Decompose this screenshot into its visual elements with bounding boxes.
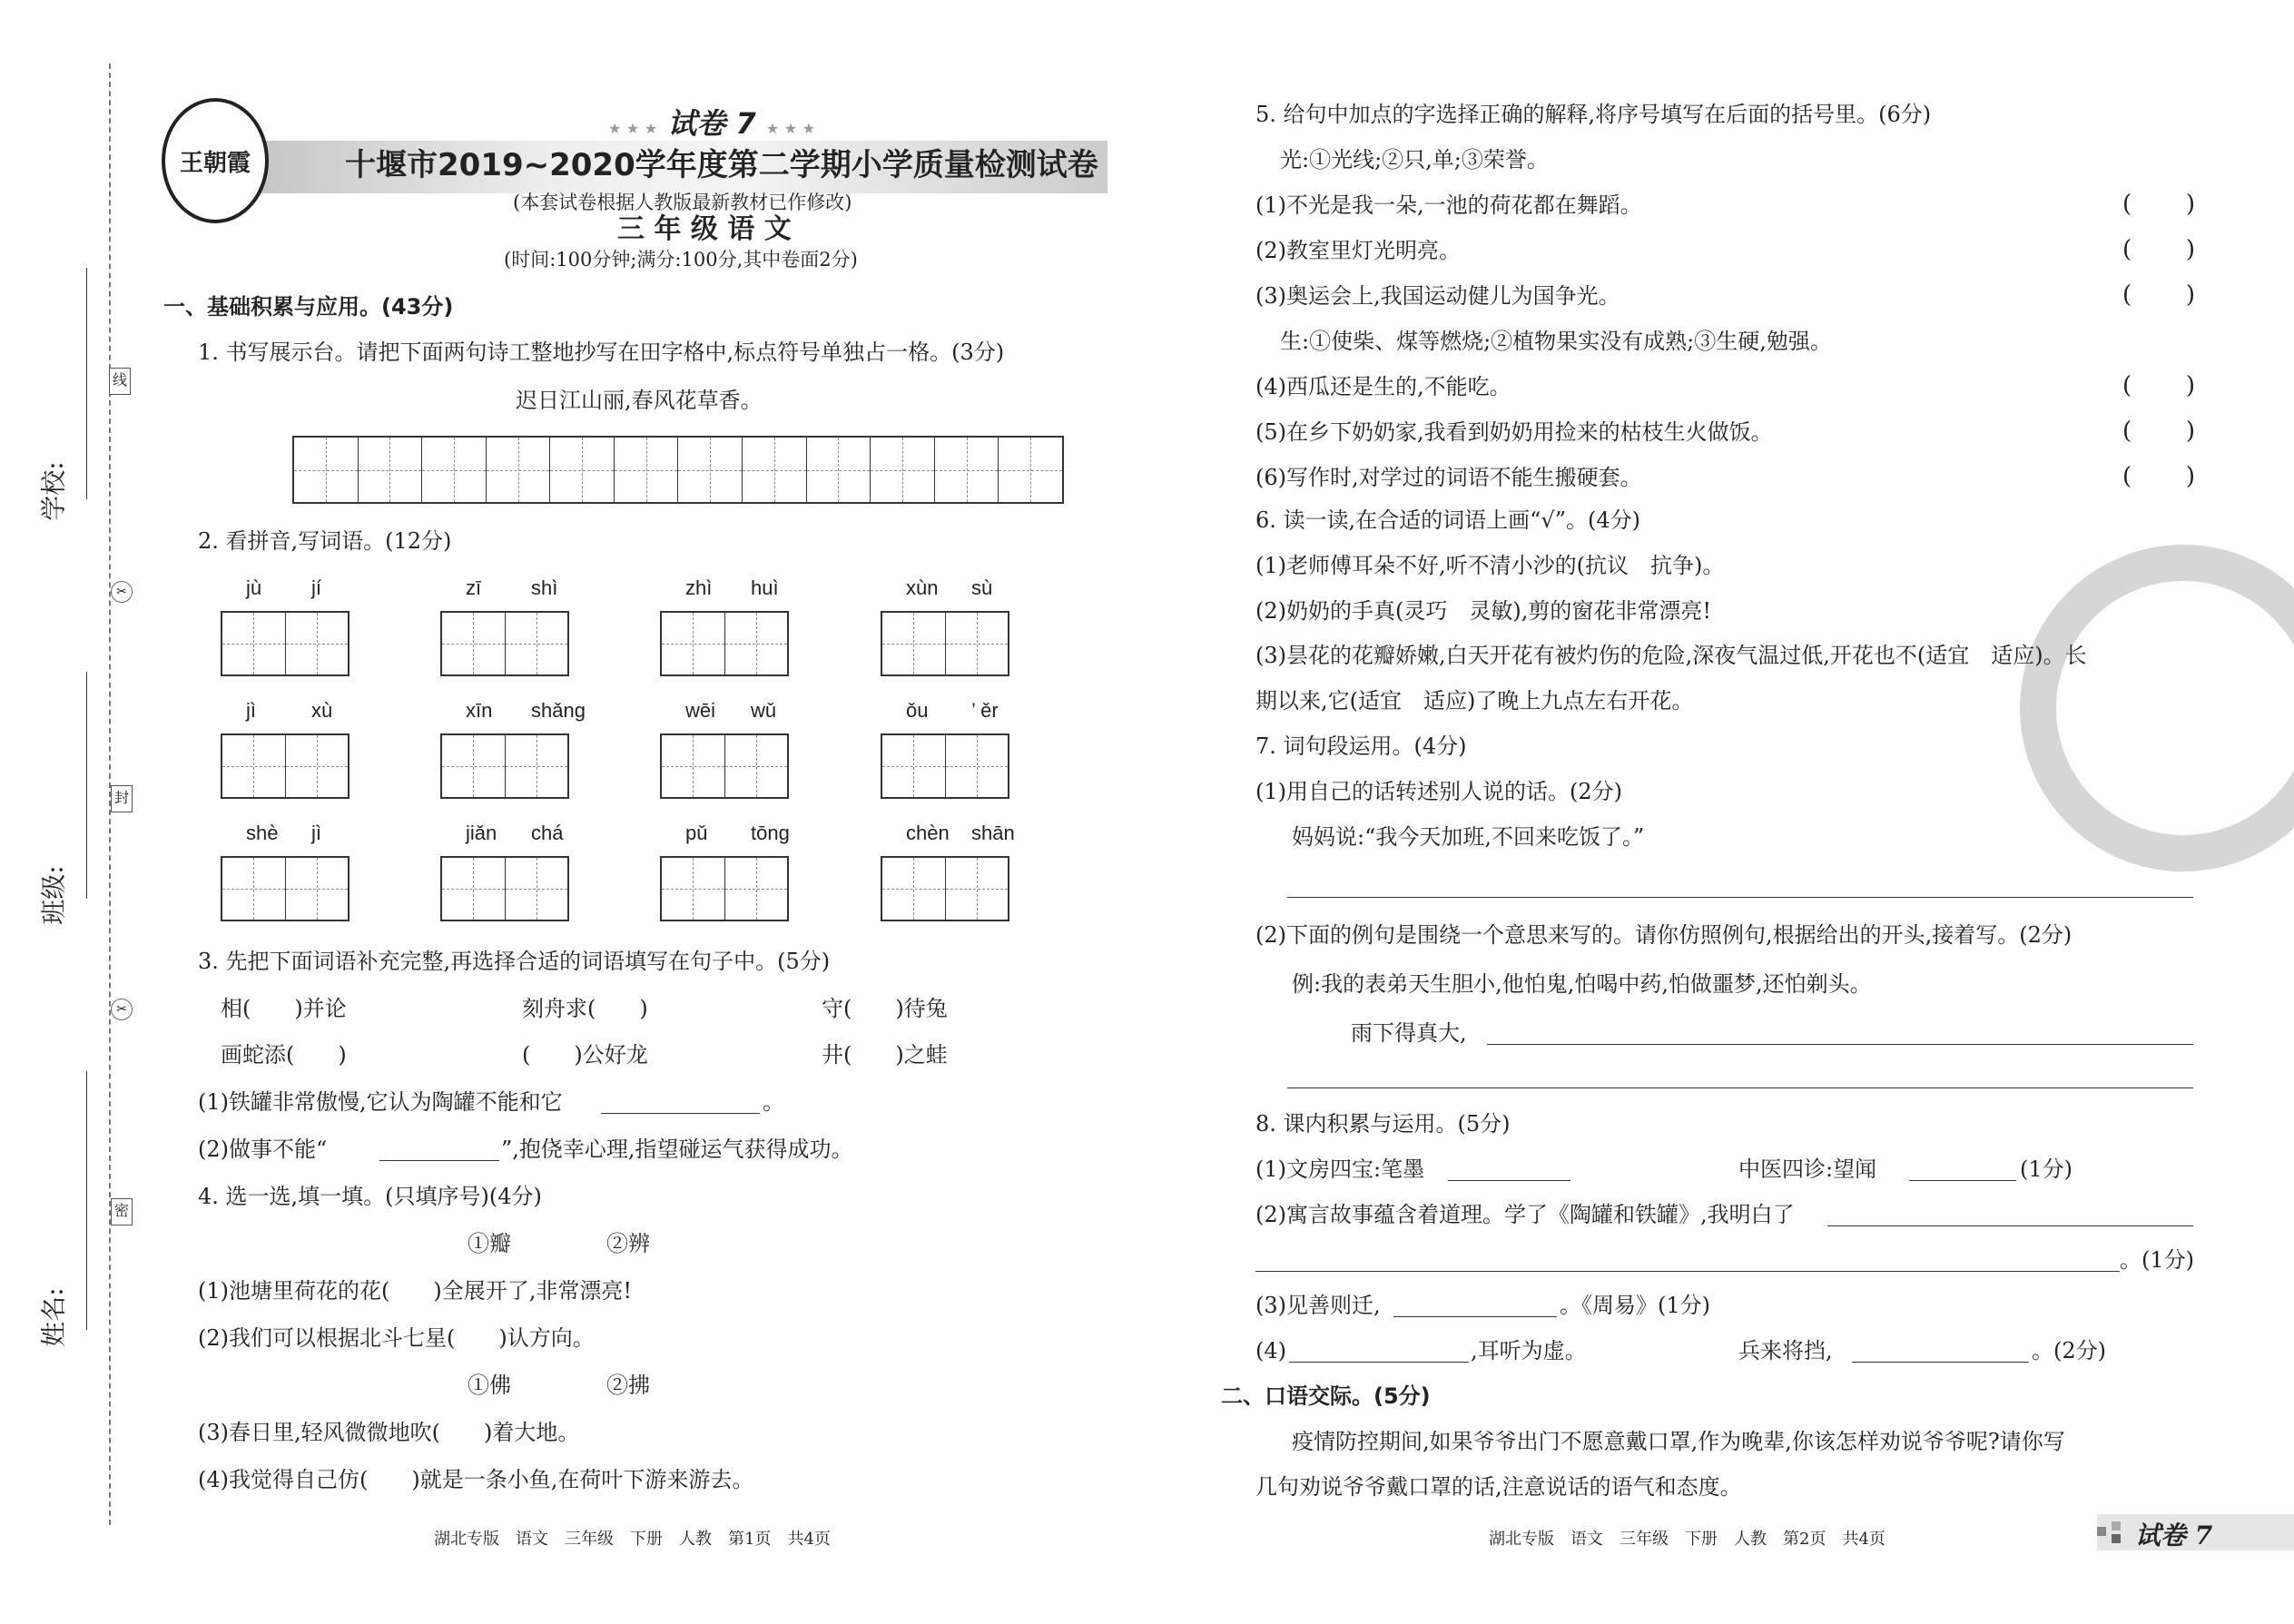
q3-sentence-2a: (2)做事不能“ xyxy=(198,1137,328,1162)
pinyin-label: huì xyxy=(751,576,779,599)
q8-line-1c: (1分) xyxy=(2020,1156,2072,1182)
pinyin-label: wēi xyxy=(685,699,716,722)
q4-option-2b: ②拂 xyxy=(606,1373,650,1398)
q8-answer-1b[interactable] xyxy=(1909,1180,2016,1181)
q8-title: 8. 课内积累与运用。(5分) xyxy=(1255,1111,1511,1137)
q8-answer-2b[interactable] xyxy=(1255,1271,2120,1272)
pinyin-label: xù xyxy=(311,699,333,722)
pinyin-label: tōng xyxy=(751,822,790,844)
q4-sentence-3: (3)春日里,轻风微微地吹( )着大地。 xyxy=(198,1420,580,1445)
q4-sentence-1: (1)池塘里荷花的花( )全展开了,非常漂亮! xyxy=(198,1278,632,1304)
q4-sentence-2: (2)我们可以根据北斗七星( )认方向。 xyxy=(198,1325,595,1351)
pinyin-label: ’ ěr xyxy=(971,699,999,722)
q7-example: 例:我的表弟天生胆小,他怕鬼,怕喝中药,怕做噩梦,还怕剃头。 xyxy=(1292,971,1872,997)
q8-line-3a: (3)见善则迁, xyxy=(1255,1293,1381,1318)
pinyin-writing-grid[interactable] xyxy=(440,611,569,676)
pinyin-label: jí xyxy=(311,576,321,599)
pinyin-writing-grid[interactable] xyxy=(221,611,350,676)
q4-option-1a: ①瓣 xyxy=(468,1231,511,1256)
class-label: 班级: xyxy=(38,865,69,925)
footer-badge xyxy=(2097,1514,2294,1550)
school-label: 学校: xyxy=(38,461,69,521)
pinyin-writing-grid[interactable] xyxy=(660,856,789,921)
q5-item-1: (1)不光是我一朵,一池的荷花都在舞蹈。 xyxy=(1255,192,1642,218)
q8-line-4d: 。(2分) xyxy=(2032,1338,2106,1363)
pinyin-label: zhì xyxy=(685,576,713,599)
section1-title: 一、基础积累与应用。(43分) xyxy=(163,294,454,320)
exam-title: 十堰市2019~2020学年度第二学期小学质量检测试卷 xyxy=(345,147,1098,183)
pinyin-label: jù xyxy=(246,576,262,599)
exam-subject: 三 年 级 语 文 xyxy=(617,213,792,245)
q5-answer-5[interactable]: ( ) xyxy=(2122,418,2195,445)
scissor-icon: ✂ xyxy=(111,581,133,603)
publisher-logo xyxy=(162,98,269,223)
pinyin-label: wǔ xyxy=(751,699,777,722)
exam-meta: (时间:100分钟;满分:100分,其中卷面2分) xyxy=(504,249,858,271)
q8-answer-2a[interactable] xyxy=(1827,1225,2193,1226)
footer-badge-label: 试卷 7 xyxy=(2135,1521,2213,1550)
q7-start: 雨下得真大, xyxy=(1351,1020,1467,1046)
pinyin-writing-grid[interactable] xyxy=(660,733,789,799)
footer-right: 湖北专版 语文 三年级 下册 人教 第2页 共4页 xyxy=(1489,1530,1885,1549)
binding-mark-xian: 线 xyxy=(109,368,131,395)
q7-answer-1[interactable] xyxy=(1287,897,2193,898)
section2-para-1: 疫情防控期间,如果爷爷出门不愿意戴口罩,作为晚辈,你该怎样劝说爷爷呢?请你写 xyxy=(1292,1429,2065,1454)
pinyin-label: ǒu xyxy=(906,699,929,722)
q8-line-2: (2)寓言故事蕴含着道理。学了《陶罐和铁罐》,我明白了 xyxy=(1255,1202,1795,1227)
pinyin-writing-grid[interactable] xyxy=(440,733,569,799)
pinyin-label: shān xyxy=(971,822,1015,844)
binding-mark-mi: 密 xyxy=(111,1198,133,1225)
q7-title: 7. 词句段运用。(4分) xyxy=(1255,733,1467,759)
pinyin-label: chèn xyxy=(906,822,950,844)
q6-line-1[interactable]: (1)老师傅耳朵不好,听不清小沙的(抗议 抗争)。 xyxy=(1255,553,1725,578)
pinyin-label: zī xyxy=(466,576,482,599)
q8-answer-3[interactable] xyxy=(1393,1316,1557,1317)
pinyin-label: jì xyxy=(246,699,256,722)
q1-title: 1. 书写展示台。请把下面两句诗工整地抄写在田字格中,标点符号单独占一格。(3分) xyxy=(198,340,1005,365)
idiom-5[interactable]: ( )公好龙 xyxy=(522,1042,648,1068)
pinyin-writing-grid[interactable] xyxy=(881,856,1009,921)
q5-item-4: (4)西瓜还是生的,不能吃。 xyxy=(1255,374,1511,399)
q6-line-4[interactable]: 期以来,它(适宜 适应)了晚上九点左右开花。 xyxy=(1255,688,1694,714)
q8-line-4a: (4) xyxy=(1255,1338,1286,1363)
q3-sentence-2b: ”,抱侥幸心理,指望碰运气获得成功。 xyxy=(501,1137,853,1162)
q6-title: 6. 读一读,在合适的词语上画“√”。(4分) xyxy=(1255,507,1640,533)
pinyin-label: sù xyxy=(971,576,993,599)
q4-option-2a: ①佛 xyxy=(468,1373,511,1398)
exam-note: (本套试卷根据人教版最新教材已作修改) xyxy=(513,192,852,213)
pinyin-label: shǎng xyxy=(531,699,586,722)
scissor-icon: ✂ xyxy=(111,999,133,1020)
name-label: 姓名: xyxy=(38,1287,69,1347)
q8-line-3b: 。《周易》(1分) xyxy=(1560,1293,1710,1318)
pinyin-writing-grid[interactable] xyxy=(221,733,350,799)
footer-left: 湖北专版 语文 三年级 下册 人教 第1页 共4页 xyxy=(434,1530,831,1549)
q7-answer-2a[interactable] xyxy=(1487,1044,2193,1045)
pinyin-writing-grid[interactable] xyxy=(440,856,569,921)
q8-line-4c: 兵来将挡, xyxy=(1738,1338,1833,1363)
pinyin-writing-grid[interactable] xyxy=(881,733,1009,799)
pinyin-label: pǔ xyxy=(685,822,708,844)
q5-answer-2[interactable]: ( ) xyxy=(2122,236,2195,263)
q5-item-5: (5)在乡下奶奶家,我看到奶奶用捡来的枯枝生火做饭。 xyxy=(1255,419,1773,445)
pinyin-writing-grid[interactable] xyxy=(221,856,350,921)
q8-line-4b: ,耳听为虚。 xyxy=(1471,1338,1587,1363)
idiom-3[interactable]: 守( )待兔 xyxy=(822,996,948,1021)
series-label: ★ ★ ★ 试卷 7 ★ ★ ★ xyxy=(608,106,816,141)
pinyin-writing-grid[interactable] xyxy=(881,611,1009,676)
pinyin-writing-grid[interactable] xyxy=(660,611,789,676)
pinyin-label: xùn xyxy=(906,576,939,599)
q8-line-1b: 中医四诊:望闻 xyxy=(1738,1156,1877,1182)
section2-title: 二、口语交际。(5分) xyxy=(1221,1383,1431,1409)
idiom-2[interactable]: 刻舟求( ) xyxy=(522,996,648,1021)
confidential-watermark xyxy=(2020,545,2294,871)
binding-mark-feng: 封 xyxy=(111,785,133,812)
q7-part-2: (2)下面的例句是围绕一个意思来写的。请你仿照例句,根据给出的开头,接着写。(2分) xyxy=(1255,922,2072,948)
q5-item-2: (2)教室里灯光明亮。 xyxy=(1255,238,1461,263)
section2-para-2: 几句劝说爷爷戴口罩的话,注意说话的语气和态度。 xyxy=(1255,1474,1742,1500)
q4-title: 4. 选一选,填一填。(只填序号)(4分) xyxy=(198,1184,542,1209)
idiom-6[interactable]: 井( )之蛙 xyxy=(822,1042,948,1068)
q5-answer-3[interactable]: ( ) xyxy=(2122,281,2195,309)
pinyin-label: shì xyxy=(531,576,558,599)
q5-title: 5. 给句中加点的字选择正确的解释,将序号填写在后面的括号里。(6分) xyxy=(1255,102,1932,127)
q6-line-2[interactable]: (2)奶奶的手真(灵巧 灵敏),剪的窗花非常漂亮! xyxy=(1255,598,1711,624)
q4-sentence-4: (4)我觉得自己仿( )就是一条小鱼,在荷叶下游来游去。 xyxy=(198,1467,754,1492)
pinyin-label: xīn xyxy=(466,699,493,722)
q6-line-3[interactable]: (3)昙花的花瓣娇嫩,白天开花有被灼伤的危险,深夜气温过低,开花也不(适宜 适应)。长 xyxy=(1255,643,2087,668)
q8-line-1a: (1)文房四宝:笔墨 xyxy=(1255,1156,1425,1182)
q3-title: 3. 先把下面词语补充完整,再选择合适的词语填写在句子中。(5分) xyxy=(198,949,831,974)
q7-quote: 妈妈说:“我今天加班,不回来吃饭了。” xyxy=(1292,824,1645,850)
q5-item-3: (3)奥运会上,我国运动健儿为国争光。 xyxy=(1255,283,1620,309)
q8-answer-4b[interactable] xyxy=(1852,1362,2029,1363)
pinyin-label: shè xyxy=(246,822,279,844)
q5-sheng: 生:①使柴、煤等燃烧;②植物果实没有成熟;③生硬,勉强。 xyxy=(1280,329,1832,354)
q3-sentence-1: (1)铁罐非常傲慢,它认为陶罐不能和它 xyxy=(198,1089,563,1115)
q2-title: 2. 看拼音,写词语。(12分) xyxy=(198,528,452,554)
q5-item-6: (6)写作时,对学过的词语不能生搬硬套。 xyxy=(1255,465,1642,490)
q5-answer-6[interactable]: ( ) xyxy=(2122,463,2195,490)
q3-answer-1[interactable] xyxy=(601,1113,760,1114)
logo-text: 王朝霞 xyxy=(179,149,251,177)
q1-poem: 迟日江山丽,春风花草香。 xyxy=(516,388,763,413)
q5-answer-1[interactable]: ( ) xyxy=(2122,191,2195,218)
q3-answer-2[interactable] xyxy=(379,1160,499,1161)
q8-answer-4a[interactable] xyxy=(1289,1362,1469,1363)
idiom-1[interactable]: 相( )并论 xyxy=(221,996,347,1021)
pinyin-label: chá xyxy=(531,822,564,844)
idiom-4[interactable]: 画蛇添( ) xyxy=(221,1042,347,1068)
q5-answer-4[interactable]: ( ) xyxy=(2122,372,2195,399)
q8-line-2-end: 。(1分) xyxy=(2120,1247,2194,1273)
pinyin-label: jì xyxy=(311,822,321,844)
q1-writing-grid[interactable] xyxy=(292,436,1064,504)
q7-part-1: (1)用自己的话转述别人说的话。(2分) xyxy=(1255,779,1622,804)
q4-option-1b: ②辨 xyxy=(606,1231,650,1256)
q5-guang: 光:①光线;②只,单;③荣誉。 xyxy=(1280,147,1549,172)
pinyin-label: jiǎn xyxy=(466,822,497,844)
q8-answer-1a[interactable] xyxy=(1448,1180,1570,1181)
